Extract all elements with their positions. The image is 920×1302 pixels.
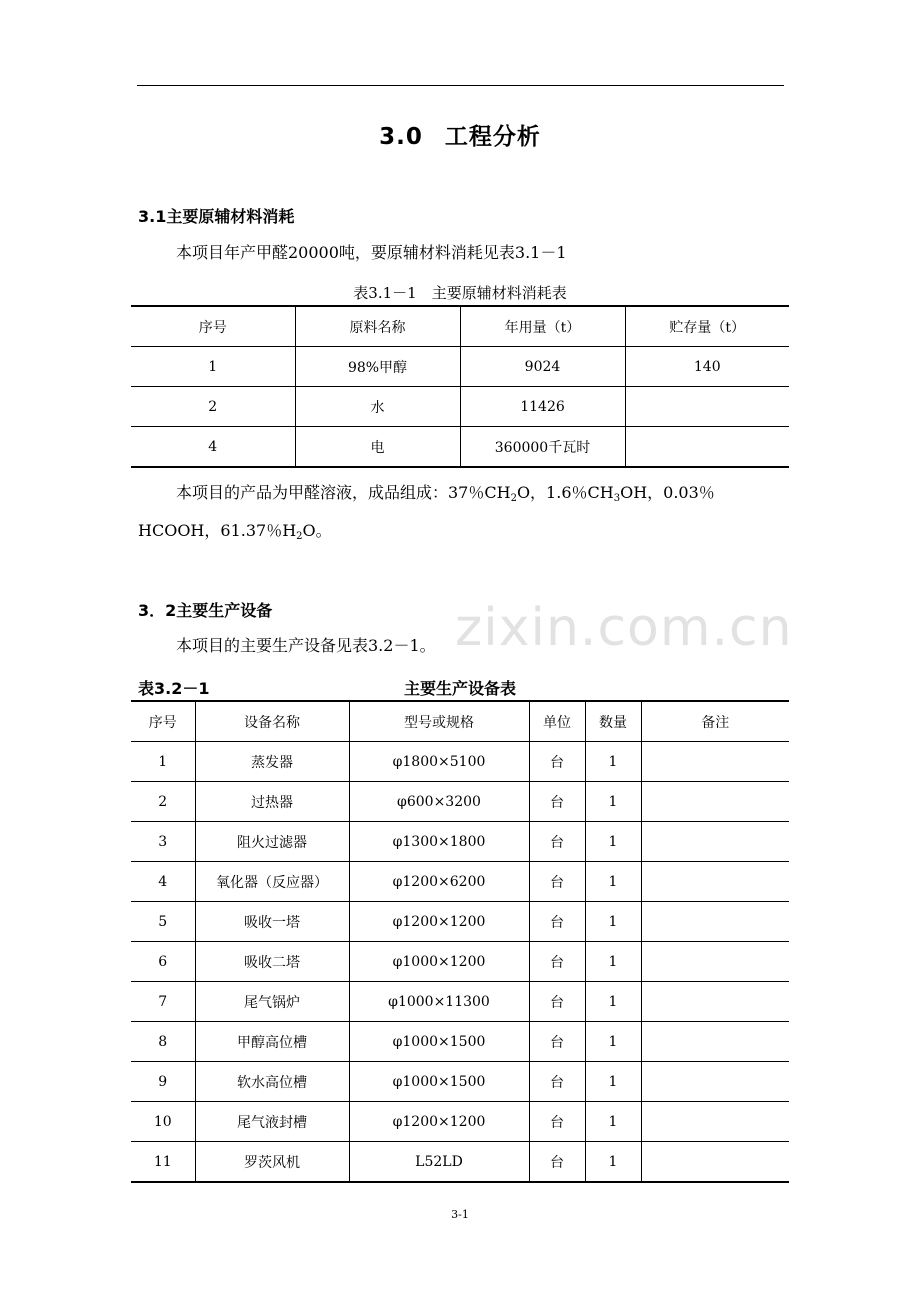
table-cell: 9 [131, 1062, 195, 1102]
table-cell: 吸收一塔 [195, 902, 349, 942]
product-composition-line-2 [138, 521, 332, 547]
text-run: HCOOH，61.37％H [138, 521, 297, 540]
table-cell: 阻火过滤器 [195, 822, 349, 862]
table-cell: φ1200×1200 [349, 902, 529, 942]
table-row [131, 902, 789, 942]
table-header-row [131, 306, 789, 347]
table-cell: 台 [529, 742, 585, 782]
table-header-cell: 原料名称 [295, 306, 460, 347]
text-run: O。 [302, 521, 332, 540]
page-number: 3-1 [451, 1208, 469, 1221]
table-cell: 360000千瓦时 [460, 427, 625, 468]
table-cell: 尾气液封槽 [195, 1102, 349, 1142]
table-cell: L52LD [349, 1142, 529, 1183]
table-cell: φ1000×1500 [349, 1062, 529, 1102]
table-cell: 10 [131, 1102, 195, 1142]
table-3-1-caption: 表3.1－1 主要原辅材料消耗表 [353, 284, 567, 302]
table-cell [641, 1022, 789, 1062]
table-cell: 台 [529, 982, 585, 1022]
section-3-1-paragraph: 本项目年产甲醛20000吨，要原辅材料消耗见表3.1－1 [176, 243, 567, 262]
table-cell: 台 [529, 822, 585, 862]
table-cell: 1 [585, 742, 641, 782]
table-cell: 1 [585, 982, 641, 1022]
table-cell: 台 [529, 782, 585, 822]
table-header-cell: 备注 [641, 701, 789, 742]
title-text: 工程分析 [444, 124, 541, 150]
table-cell [641, 1142, 789, 1183]
table-row [131, 862, 789, 902]
table-cell: 台 [529, 1142, 585, 1183]
table-cell: 台 [529, 942, 585, 982]
table-cell [641, 982, 789, 1022]
table-cell: 1 [585, 942, 641, 982]
table-header-cell: 数量 [585, 701, 641, 742]
materials-table [131, 305, 789, 468]
table-cell [641, 942, 789, 982]
table-cell [641, 862, 789, 902]
table-cell: 4 [131, 427, 295, 468]
table-cell: 台 [529, 1102, 585, 1142]
table-cell: 氧化器（反应器） [195, 862, 349, 902]
table-cell: 9024 [460, 347, 625, 387]
table-cell: φ1200×1200 [349, 1102, 529, 1142]
product-composition-line-1 [176, 483, 715, 509]
table-row [131, 1062, 789, 1102]
table-cell: 98%甲醇 [295, 347, 460, 387]
equipment-table [131, 700, 789, 1183]
table-cell: 台 [529, 1022, 585, 1062]
table-cell: φ1000×1200 [349, 942, 529, 982]
table-cell [641, 902, 789, 942]
table-cell: 1 [585, 1102, 641, 1142]
table-cell [625, 387, 789, 427]
table-cell: 尾气锅炉 [195, 982, 349, 1022]
table-cell: 4 [131, 862, 195, 902]
table-cell: 1 [585, 1062, 641, 1102]
subscript: 2 [296, 531, 303, 542]
table-row [131, 1102, 789, 1142]
table-cell: 6 [131, 942, 195, 982]
table-cell: 台 [529, 902, 585, 942]
table-cell: 罗茨风机 [195, 1142, 349, 1183]
table-cell [641, 822, 789, 862]
table-header-cell: 贮存量（t） [625, 306, 789, 347]
table-cell: 台 [529, 862, 585, 902]
table-cell: 2 [131, 387, 295, 427]
table-cell: 1 [585, 862, 641, 902]
watermark: zixin.com.cn [455, 598, 793, 658]
table-cell: 11426 [460, 387, 625, 427]
table-cell: 软水高位槽 [195, 1062, 349, 1102]
page-title [0, 118, 920, 151]
table-row [131, 782, 789, 822]
table-row [131, 387, 789, 427]
table-header-row [131, 701, 789, 742]
table-row [131, 942, 789, 982]
table-cell: 1 [585, 1142, 641, 1183]
table-cell: φ1000×11300 [349, 982, 529, 1022]
table-cell: 电 [295, 427, 460, 468]
table-3-2-caption-number: 表3.2－1 [138, 679, 210, 698]
table-cell [641, 782, 789, 822]
table-cell: 蒸发器 [195, 742, 349, 782]
table-cell: 1 [585, 902, 641, 942]
table-row [131, 982, 789, 1022]
text-run: OH，0.03％ [620, 483, 715, 502]
table-cell: 1 [131, 347, 295, 387]
section-3-1-heading: 3.1主要原辅材料消耗 [138, 207, 295, 226]
table-cell: 水 [295, 387, 460, 427]
table-cell: 2 [131, 782, 195, 822]
table-header-cell: 年用量（t） [460, 306, 625, 347]
table-row [131, 742, 789, 782]
table-cell: 8 [131, 1022, 195, 1062]
table-cell: 7 [131, 982, 195, 1022]
subscript: 3 [613, 493, 621, 504]
table-cell [641, 1062, 789, 1102]
table-cell: φ600×3200 [349, 782, 529, 822]
table-cell: φ1000×1500 [349, 1022, 529, 1062]
table-3-2-caption-title: 主要生产设备表 [403, 679, 516, 698]
table-cell: φ1200×6200 [349, 862, 529, 902]
table-row [131, 1022, 789, 1062]
table-header-cell: 型号或规格 [349, 701, 529, 742]
text-run: O，1.6％CH [516, 483, 614, 502]
table-cell [625, 427, 789, 468]
table-cell: 1 [585, 782, 641, 822]
table-cell: 11 [131, 1142, 195, 1183]
table-header-cell: 单位 [529, 701, 585, 742]
table-row [131, 1142, 789, 1183]
text-run: 本项目的产品为甲醛溶液，成品组成：37％CH [176, 483, 511, 502]
table-header-cell: 设备名称 [195, 701, 349, 742]
section-3-2-paragraph: 本项目的主要生产设备见表3.2－1。 [176, 636, 436, 655]
table-cell: 甲醇高位槽 [195, 1022, 349, 1062]
table-cell: 1 [585, 1022, 641, 1062]
table-cell: 台 [529, 1062, 585, 1102]
table-header-cell: 序号 [131, 306, 295, 347]
subscript: 2 [510, 493, 517, 504]
table-cell: 过热器 [195, 782, 349, 822]
section-3-2-heading: 3．2主要生产设备 [138, 601, 273, 620]
table-cell: 5 [131, 902, 195, 942]
table-header-cell: 序号 [131, 701, 195, 742]
table-cell [641, 1102, 789, 1142]
table-cell: φ1800×5100 [349, 742, 529, 782]
table-cell: 3 [131, 822, 195, 862]
title-number: 3.0 [379, 124, 423, 150]
table-row [131, 822, 789, 862]
table-cell: 吸收二塔 [195, 942, 349, 982]
table-row [131, 427, 789, 468]
table-cell: 140 [625, 347, 789, 387]
table-cell: 1 [585, 822, 641, 862]
table-row [131, 347, 789, 387]
table-cell [641, 742, 789, 782]
table-cell: φ1300×1800 [349, 822, 529, 862]
header-rule [137, 85, 784, 86]
table-cell: 1 [131, 742, 195, 782]
